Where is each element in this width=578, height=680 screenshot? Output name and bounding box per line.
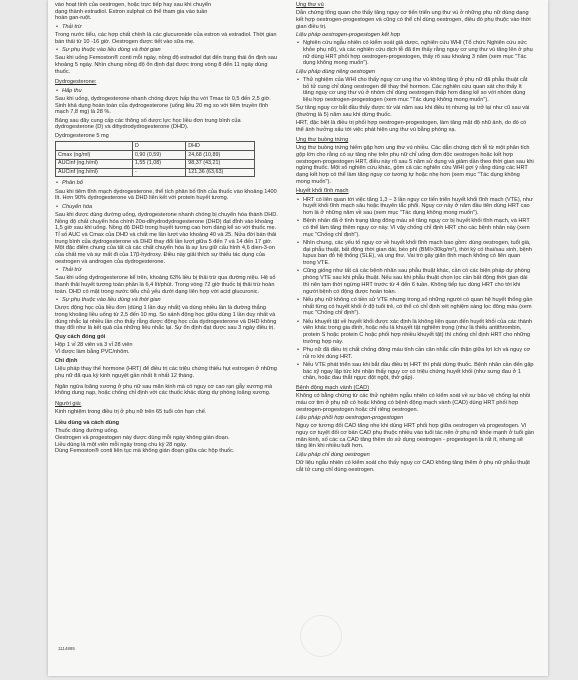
cad-combo-title: Liệu pháp phối hợp oestrogen-progestogen xyxy=(296,415,404,422)
pk-head-2: DHD xyxy=(186,142,255,151)
mono-text-3: HRT, đặc biệt là điều trị phối hợp oestrogen-progestogen, làm tăng mật độ nhũ ảnh, do đó có thể ảnh hưởng xấu tới việc phát hiện ung thư vú bằng phóng xạ. xyxy=(296,120,527,134)
vte-bullet-5: • Nếu phụ nữ không có tiền sử VTE nhưng trong số những người có quan hệ huyết thống gần nhất từng có huyết khối ở độ tuổi trẻ, có thể có chỉ định xét nghiệm sàng lọc đông máu (xem mục "Chống chỉ định"). xyxy=(296,297,534,317)
pk-cell: 121,36 (63,63) xyxy=(186,168,255,177)
cad-mono-title: Liệu pháp chỉ dùng oestrogen xyxy=(296,451,370,458)
left-top-line-1: vào hoạt tính của oestrogen, hoặc trực tiếp hay sau khi chuyển xyxy=(55,2,212,8)
pk-head-0 xyxy=(56,142,133,151)
elim-text: Trong nước tiểu, các hợp chất chính là các glucuronide của estron và estradiol. Thời gian bán thải từ 10 -16 giờ. Oestrogen được tiết vào sữa mẹ. xyxy=(55,32,277,45)
vte-bullet-3: • Nhìn chung, các yếu tố nguy cơ về huyết khối tĩnh mạch bao gồm: dùng oestrogen, tuổi già, đại phẫu thuật, bất động thời gian dài, béo phì (BMI>30kg/m²), thời kỳ có thai/sau sinh, bệnh lupus ban đỏ hệ thống (SLE), và ung thư. Vai trò gây giãn tĩnh mạch không có liên quan trong VTE. xyxy=(296,240,534,267)
pk-cell: - xyxy=(132,168,185,177)
cad-mono-text: Dữ liệu ngẫu nhiên có kiểm soát cho thấy nguy cơ CAD không tăng thêm ở phụ nữ phẫu thuật cắt tử cung chỉ dùng oestrogen. xyxy=(296,460,530,473)
vte-bullet-2: • Bệnh nhân đã ở tình trạng tăng đông máu sẽ tăng nguy cơ bị huyết khối tĩnh mạch, và HRT có thể làm tăng thêm nguy cơ này. Vì vậy chống chỉ định HRT cho các bệnh nhân này (xem mục "Chống chỉ định"). xyxy=(296,218,534,238)
table-caption: Dydrogesterone 5 mg xyxy=(55,132,109,139)
meta-text: Sau khi được dùng đường uống, dydrogesterone nhanh chóng bị chuyển hóa thành DHD. Nồng độ chất chuyển hóa chính 20α-dihydrodydrogesterone (DHD) đạt đỉnh vào khoảng 1,5 giờ sau khi uống. Nồng độ DHD trong huyết tương cao hơn đáng kể so với thuốc mẹ. Tỉ số AUC và Cmax của DHD và chất mẹ lần lượt vào khoảng 40 và 25. Nửa đời bán thải trung bình của dydrogesterone và DHD thay đổi lần lượt giữa 5 đến 7 và 14 đến 17 giờ. Một đặc điểm chung của tất cả các chất chuyển hóa là sự lưu giữ cấu hình 4,6 dien-3-on của chất mẹ và sự mất đi của 17β-hydroxy. Điều này giải thích sự thiếu tác dụng của oestrogen và androgen của dydrogesterone. xyxy=(55,211,278,265)
elim-title: • Thải trừ xyxy=(55,24,280,31)
left-top-line-3: hoàn gan-ruột. xyxy=(55,15,92,22)
table-row xyxy=(56,168,255,177)
footer-code: 1114885 xyxy=(58,646,75,651)
dyd-heading: Dydrogesterone: xyxy=(55,79,97,86)
adm-title: Liều dùng và cách dùng xyxy=(55,419,120,426)
vte-bullet-7: • Phụ nữ đã điều trị chất chống đông máu tính cần cân nhắc cẩn thận giữa lợi ích và nguy cơ rủi ro khi dùng HRT. xyxy=(296,347,534,360)
meta-title: • Chuyển hóa xyxy=(55,204,280,211)
adm-line-1: Thuốc dùng đường uống. xyxy=(55,428,119,435)
pack-line-1: Hộp 1 vỉ 28 viên và 3 vỉ 28 viên xyxy=(55,342,133,349)
vte-bullet-6: • Nếu khuyết tật về huyết khối được xác định là không liên quan đến huyết khối của các thành viên khác trong gia đình, hoặc nếu là khuyết tật nghiêm trọng (như là thiếu antithrombin, protein S hoặc protein C hoặc phối hợp nhiều khuyết tật) thì chống chỉ định HRT cho những trường hợp này. xyxy=(296,319,534,346)
vte-bullet-4: • Cũng giống như tất cả các bệnh nhân sau phẫu thuật khác, cần có các biện pháp dự phòng phòng VTE sau khi phẫu thuật. Nếu sau khi phẫu thuật chọn lọc cần bất động thời gian dài thì nên tạm thời ngừng HRT trước từ 4 đến 6 tuần. Không tiếp tục dùng HRT cho tới khi người bệnh có động được hoàn toàn. xyxy=(296,268,534,295)
pk-cell: AUCinf (ng.h/ml) xyxy=(56,168,133,177)
mono-bullet: • Thử nghiệm của WHI cho thấy nguy cơ ung thư vú không tăng ở phụ nữ đã phẫu thuật cắt bỏ tử cung chỉ dùng oestrogen để thay thế hormon. Các nghiên cứu quan sát cho thấy ít tăng nguy cơ ung thư vú ở nhóm chỉ dùng oestrogen thấp hơn đáng kể so với nhóm dùng liệu hợp oestrogen-progestogen (xem mục "Tác dụng không mong muốn"). xyxy=(296,77,534,104)
dist-text: Sau khi tiêm tĩnh mạch dydrogesterone, thể tích phân bố tĩnh của thuốc vào khoảng 1400 lít. Hơn 90% dydrogesterone và DHD liên kết với protein huyết tương. xyxy=(55,188,277,202)
dose-text: Dược động học của liều đơn (dùng 1 lần duy nhất) và dùng nhiều lần là đường thẳng trong khoảng liều uống từ 2,5 đến 10 mg. So sánh động học giữa dùng 1 lần duy nhất và dùng nhắc lại nhiều lần cho thấy rằng dược động học của dydrogesterone và DHD không thay đổi như là kết quả của những liều nhắc lại. Sự ổn định đạt được sau 3 ngày điều trị. xyxy=(55,305,277,332)
ind-text-1: Liệu pháp thay thế hormone (HRT) để điều trị các triệu chứng thiếu hụt estrogen ở những phụ nữ đã qua kỳ kinh nguyệt gần nhất ít nhất 12 tháng. xyxy=(55,366,277,379)
vte-bullet-8: • Nếu VTE phát triển sau khi bắt đầu điều trị HRT thì phải dừng thuốc. Bệnh nhân cần đến gặp bác sỹ ngay lập tức khi nhận thấy nguy cơ có triệu chứng huyết khối (như sưng đau ở 1 chân, hoặc đau thắt ngực đột ngột, thở gấp). xyxy=(296,362,534,382)
ind-text-2: Ngăn ngừa loãng xương ở phụ nữ sau mãn kinh mà có nguy cơ cao rạn gẫy xương mà không dung nạp, hoặc chống chỉ định với các thuốc khác dùng dự phòng loãng xương. xyxy=(55,383,273,397)
table-intro: Bảng sau đây cung cấp các thông số dược lực học liều đơn trung bình của dydrogesterone (D) và dihydrodydrogesterone (DHD). xyxy=(55,117,241,131)
combo-title: Liệu pháp oestrogen-progestogen kết hợp xyxy=(296,32,401,38)
cad-text: Không có bằng chứng từ các thử nghiệm ngẫu nhiên có kiểm soát về sự bảo vệ chống lại nhồi máu cơ tim ở phụ nữ có hoặc không có bệnh động mạch vành (CAD) dùng HRT phối hợp oestrogen-progestogen hoặc chỉ riêng oestrogen. xyxy=(296,393,531,413)
pk-table-header xyxy=(56,142,255,151)
pack-line-2: Vỉ được làm bằng PVC/nhôm. xyxy=(55,349,130,356)
vte-bullet-1: • HRT có liên quan tới việc tăng 1,3 – 3 lần nguy cơ tiến triển huyết khối tĩnh mạch (VTE), như huyết khối tĩnh mạch sâu hoặc thuyên tắc phổi. Nguy cơ này ở năm đầu tiên dùng HRT cao hơn là ở những năm về sau (xem mục "Tác dụng không mong muốn"). xyxy=(296,197,534,217)
combo-bullet: • Nghiên cứu ngẫu nhiên có kiểm soát giả dược, nghiên cứu WHI (Tổ chức Nghiên cứu sức khỏe phụ nữ), và các nghiên cứu dịch tễ đã tìm thấy rằng nguy cơ ung thư vú tăng lên ở phụ nữ dùng HRT phối hợp oestrogen-progestogen, thấy rõ sau khoảng 3 năm (xem mục "Tác dụng không mong muốn"). xyxy=(296,40,534,67)
adm-line-3: Liều dùng là một viên mỗi ngày trong chu kỳ 28 ngày. xyxy=(55,441,188,448)
abs-text: Sau khi uống, dydrogesterone nhanh chóng được hấp thu với Tmax từ 0,5 đến 2,5 giờ. Sinh khả dụng hoàn toàn của dydrogesterone (uống liều 20 mg so với tiêm truyền tĩnh mạch 7,8 mg) là 28 %. xyxy=(55,96,271,116)
right-column xyxy=(296,2,534,475)
dose-title: • Sự phụ thuộc vào liều dùng và thời gian xyxy=(55,297,280,304)
pk-table xyxy=(55,141,255,177)
cad-title: Bệnh động mạch vành (CAD) xyxy=(296,385,370,392)
uthu-text: Dẫn chứng tổng quan cho thấy tăng nguy cơ tiến triển ung thư vú ở những phụ nữ dùng dạng kết hợp oestrogen-progestogen và cũng có thể chỉ dùng oestrogen, điều đó phụ thuộc vào thời gian điều trị. xyxy=(296,10,531,30)
pk-cell: Cmax (ng/ml) xyxy=(56,151,133,160)
mono-title: Liệu pháp dùng riêng oestrogen xyxy=(296,68,375,75)
mono-text-2: Sự tăng nguy cơ bắt đầu thấy được từ vài năm sau khi điều trị nhưng lại trở lại như cũ sau vài (thường là 5) năm sau khi dừng thuốc. xyxy=(296,105,530,119)
table-row xyxy=(56,159,255,168)
adm-line-2: Oestrogen và progestogen này được dùng mỗi ngày không gián đoạn. xyxy=(55,434,230,441)
cad-combo-text: Nguy cơ tương đối CAD tăng nhẹ khi dùng HRT phối hợp giữa oestrogen và progestogen. Vì nguy cơ tuyệt đối cơ bản CAD phụ thuộc nhiều vào tuổi tác nên ở phụ nữ khỏe mạnh ở tuổi gần mãn kinh, số các ca CAD tăng thêm do sử dụng oestrogen - progestogen là rất ít, nhưng sẽ tăng lên khi nhiều tuổi hơn. xyxy=(296,423,534,450)
pk-head-1: D xyxy=(132,142,185,151)
pk-cell: 1,55 (1,08) xyxy=(132,159,185,168)
time-title: • Sự phụ thuộc vào liều dùng và thời gian xyxy=(55,47,280,54)
exc-text: Sau khi uống dydrogesterone kể trên, khoảng 63% liều bị thải trừ qua đường niệu. Hệ số thanh thải huyết tương toàn phần là 6,4 lít/phút. Trong vòng 72 giờ thuốc bị thải trừ hoàn toàn. DHD có mặt trong nước tiểu chủ yếu dưới dạng liên hợp với acid glucuronic. xyxy=(55,275,276,295)
pk-cell: 98,37 (43,21) xyxy=(186,159,255,168)
user-title: Người già: xyxy=(55,400,82,407)
user-text: Kinh nghiệm trong điều trị ở phụ nữ trên 65 tuổi còn hạn chế. xyxy=(55,409,207,416)
time-text: Sau khi uống Femoston® conti mỗi ngày, nồng độ estradiol đạt đến trạng thái ổn định sau khoảng 5 ngày. Nhìn chung nồng độ ổn định đạt được trong vòng 8 đến 11 ngày dùng thuốc. xyxy=(55,55,278,75)
uthu-title: Ung thư vú xyxy=(296,2,324,8)
left-column xyxy=(55,2,280,457)
table-row xyxy=(56,151,255,160)
abs-title: • Hấp thu xyxy=(55,88,280,95)
pk-cell: 0,90 (0,59) xyxy=(132,151,185,160)
ovary-text: Ung thư buồng trứng hiếm gặp hơn ung thư vú nhiều. Các dẫn chứng dịch tễ từ một phân tích gộp lớn cho rằng có sự tăng nhẹ trên phụ nữ chỉ uống đơn độc oestrogen hoặc kết hợp oestrogen-progestogen HRT, điều này rõ sau 5 năm sử dụng và giảm dần theo thời gian sau khi ngừng thuốc. Một số nghiên cứu khác, gồm cả các nghiên cứu WHI gợi ý rằng dùng các HRT dạng kết hợp có thể làm tăng nguy cơ tương tự hoặc nhẹ hơn (xem mục "Tác dụng không mong muốn"). xyxy=(296,145,534,185)
exc-title: • Thải trừ xyxy=(55,267,280,274)
pk-cell: AUCinf (ng.h/ml) xyxy=(56,159,133,168)
ovary-title: Ung thư buồng trứng xyxy=(296,136,349,143)
adm-line-4: Dùng Femoston® conti liên tục mà không gián đoạn giữa các hộp thuốc. xyxy=(55,448,235,455)
pack-title: Quy cách đóng gói xyxy=(55,334,106,341)
vte-title: Huyết khối tĩnh mạch xyxy=(296,188,349,195)
dist-title: • Phân bố xyxy=(55,180,280,187)
ind-title: Chỉ định xyxy=(55,357,78,364)
left-top-line-2: dạng thành estradiol. Estron sulphat có thể tham gia vào tuần xyxy=(55,8,208,15)
faint-stamp-mark xyxy=(300,615,342,657)
pk-cell: 24,68 (10,89) xyxy=(186,151,255,160)
